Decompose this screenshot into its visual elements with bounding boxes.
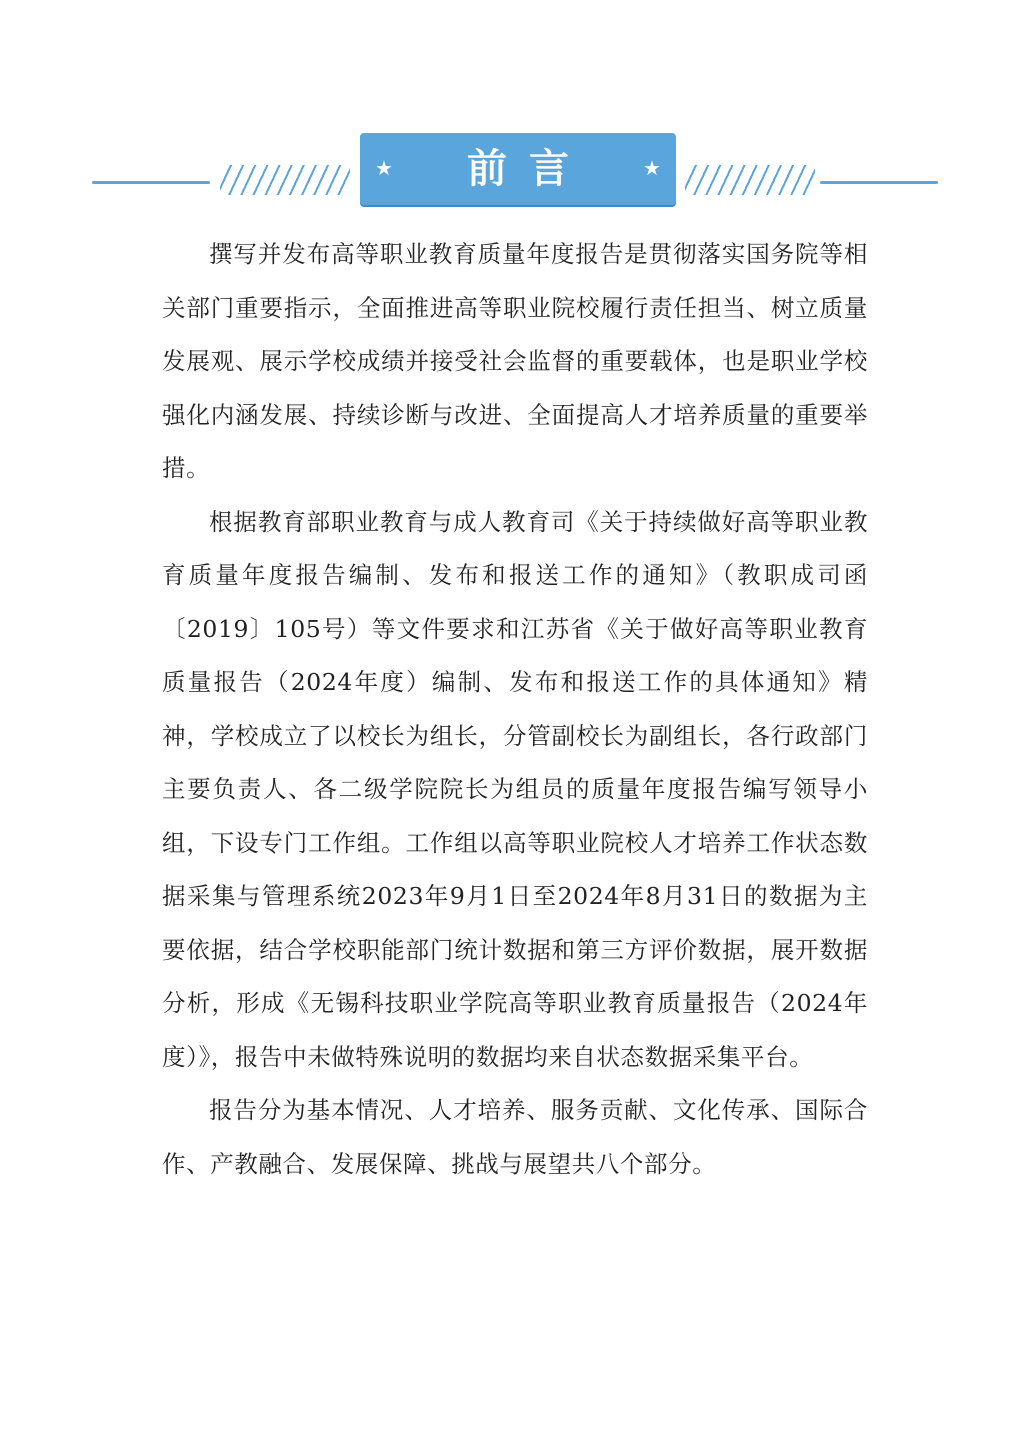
title-box — [360, 133, 676, 205]
page-title: 前言 — [467, 145, 591, 192]
paragraph: 撰写并发布高等职业教育质量年度报告是贯彻落实国务院等相关部门重要指示，全面推进高等职业院校履行责任担当、树立质量发展观、展示学校成绩并接受社会监督的重要载体，也是职业学校强化内涵发展、持续诊断与改进、全面提高人才培养质量的重要举措。 — [162, 240, 868, 482]
body-text — [162, 228, 868, 1191]
paragraph: 根据教育部职业教育与成人教育司《关于持续做好高等职业教育质量年度报告编制、发布和报送工作的通知》（教职成司函〔2019〕105号）等文件要求和江苏省《关于做好高等职业教育质量报告（2024年度）编制、发布和报送工作的具体通知》精神，学校成立了以校长为组长，分管副校长为副组长，各行政部门主要负责人、各二级学院院长为组员的质量年度报告编写领导小组，下设专门工作组。工作组以高等职业院校人才培养工作状态数据采集与管理系统2023年9月1日至2024年8月31日的数据为主要依据，结合学校职能部门统计数据和第三方评价数据，展开数据分析，形成《无锡科技职业学院高等职业教育质量报告（2024年度）》，报告中未做特殊说明的数据均来自状态数据采集平台。 — [162, 507, 868, 1071]
star-icon: ★ — [643, 156, 661, 180]
title-right-hatch — [685, 165, 815, 195]
paragraph: 报告分为基本情况、人才培养、服务贡献、文化传承、国际合作、产教融合、发展保障、挑战与展望共八个部分。 — [162, 1096, 868, 1178]
title-right-line — [820, 181, 938, 184]
star-icon: ★ — [375, 156, 393, 180]
title-left-hatch — [220, 165, 350, 195]
title-left-line — [92, 181, 210, 184]
